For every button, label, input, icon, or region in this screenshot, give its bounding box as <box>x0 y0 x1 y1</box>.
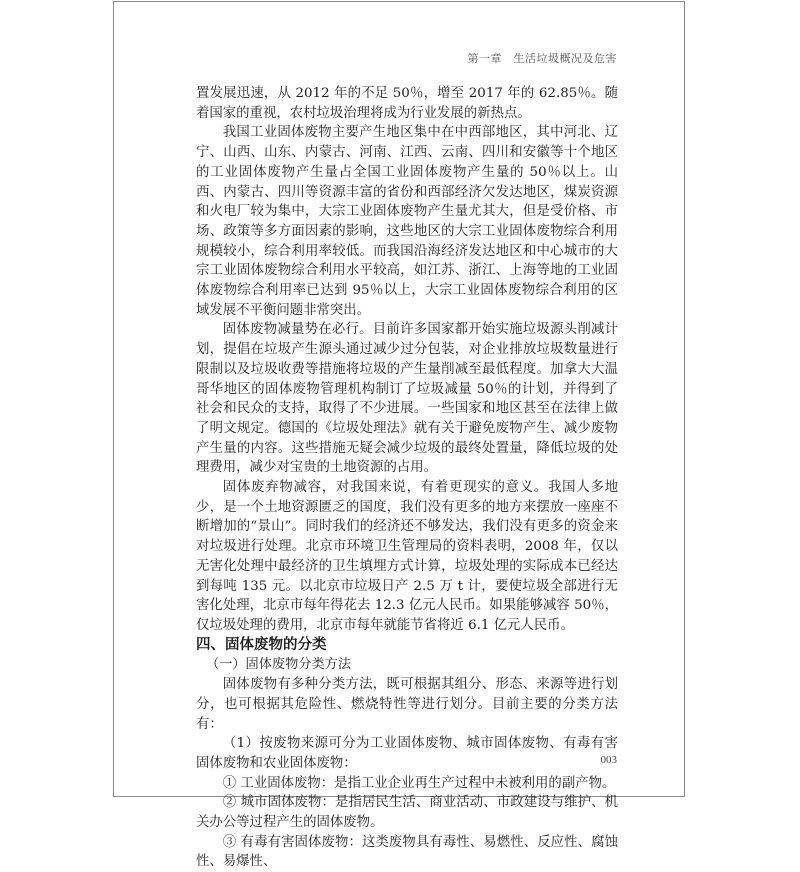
body-text <box>196 84 618 872</box>
paragraph-continuation: 置发展迅速，从 2012 年的不足 50％，增至 2017 年的 62.85％。随着国家的重视，农村垃圾治理将成为行业发展的新热点。 <box>196 86 618 121</box>
paragraph-industrial-waste-regions: 我国工业固体废物主要产生地区集中在中西部地区，其中河北、辽宁、山西、山东、内蒙古、河南、江西、云南、四川和安徽等十个地区的工业固体废物产生量占全国工业固体废物产生量的 50％以上。山西、内蒙古、四川等资源丰富的省份和西部经济欠发达地区，煤炭资源和火电厂较为集中，大宗工业固体废物产生量尤其大，但是受价格、市场、政策等多方面因素的影响，这些地区的大宗工业固体废物综合利用规模较小，综合利用率较低。而我国沿海经济发达地区和中心城市的大宗工业固体废物综合利用水平较高，如江苏、浙江、上海等地的工业固体废物综合利用率已达到 95％以上，大宗工业固体废物综合利用的区域发展不平衡问题非常突出。 <box>196 125 618 318</box>
sub-heading: （一）固体废物分类方法 <box>206 657 352 673</box>
list-subitem-industrial: ① 工业固体废物：是指工业企业再生产过程中未被利用的副产物。 <box>222 775 616 791</box>
running-head: 第一章 生活垃圾概况及危害 <box>467 52 617 65</box>
page-number: 003 <box>600 754 617 766</box>
paragraph-classification-intro: 固体废物有多种分类方法，既可根据其组分、形态、来源等进行划分，也可根据其危险性、燃烧特性等进行划分。目前主要的分类方法有： <box>196 677 618 732</box>
list-item-by-source: （1）按废物来源可分为工业固体废物、城市固体废物、有毒有害固体废物和农业固体废物： <box>196 736 618 771</box>
paragraph-volume-reduction: 固体废弃物减容，对我国来说，有着更现实的意义。我国人多地少，是一个土地资源匮乏的国度，我们没有更多的地方来摆放一座座不断增加的“景山”。同时我们的经济还不够发达，我们没有更多的资金来对垃圾进行处理。北京市环境卫生管理局的资料表明，2008 年，仅以无害化处理中最经济的卫生填埋方式计算，垃圾处理的实际成本已经达到每吨 135 元。以北京市垃圾日产 2.5 万 t 计，要使垃圾全部进行无害化处理，北京市每年得花去 12.3 亿元人民币。如果能够减容 50％，仅垃圾处理的费用，北京市每年就能节省将近 6.1 亿元人民币。 <box>196 480 618 633</box>
list-subitem-hazardous: ③ 有毒有害固体废物：这类废物具有毒性、易燃性、反应性、腐蚀性、易爆性、 <box>196 834 618 870</box>
paragraph-waste-reduction: 固体废物减量势在必行。目前许多国家都开始实施垃圾源头削减计划，提倡在垃圾产生源头通过减少过分包装，对企业排放垃圾数量进行限制以及垃圾收费等措施将垃圾的产生量削减至最低程度。加拿大大温哥华地区的固体废物管理机构制订了垃圾减量 50％的计划，并得到了社会和民众的支持，取得了不少进展。一些国家和地区甚至在法律上做了明文规定。德国的《垃圾处理法》就有关于避免废物产生、减少废物产生量的内容。这些措施无疑会减少垃圾的最终处置量，降低垃圾的处理费用，减少对宝贵的土地资源的占用。 <box>196 322 618 476</box>
book-page <box>113 1 685 870</box>
section-heading: 四、固体废物的分类 <box>196 636 327 653</box>
list-subitem-municipal: ② 城市固体废物：是指居民生活、商业活动、市政建设与维护、机关办公等过程产生的固体废物。 <box>196 795 618 831</box>
